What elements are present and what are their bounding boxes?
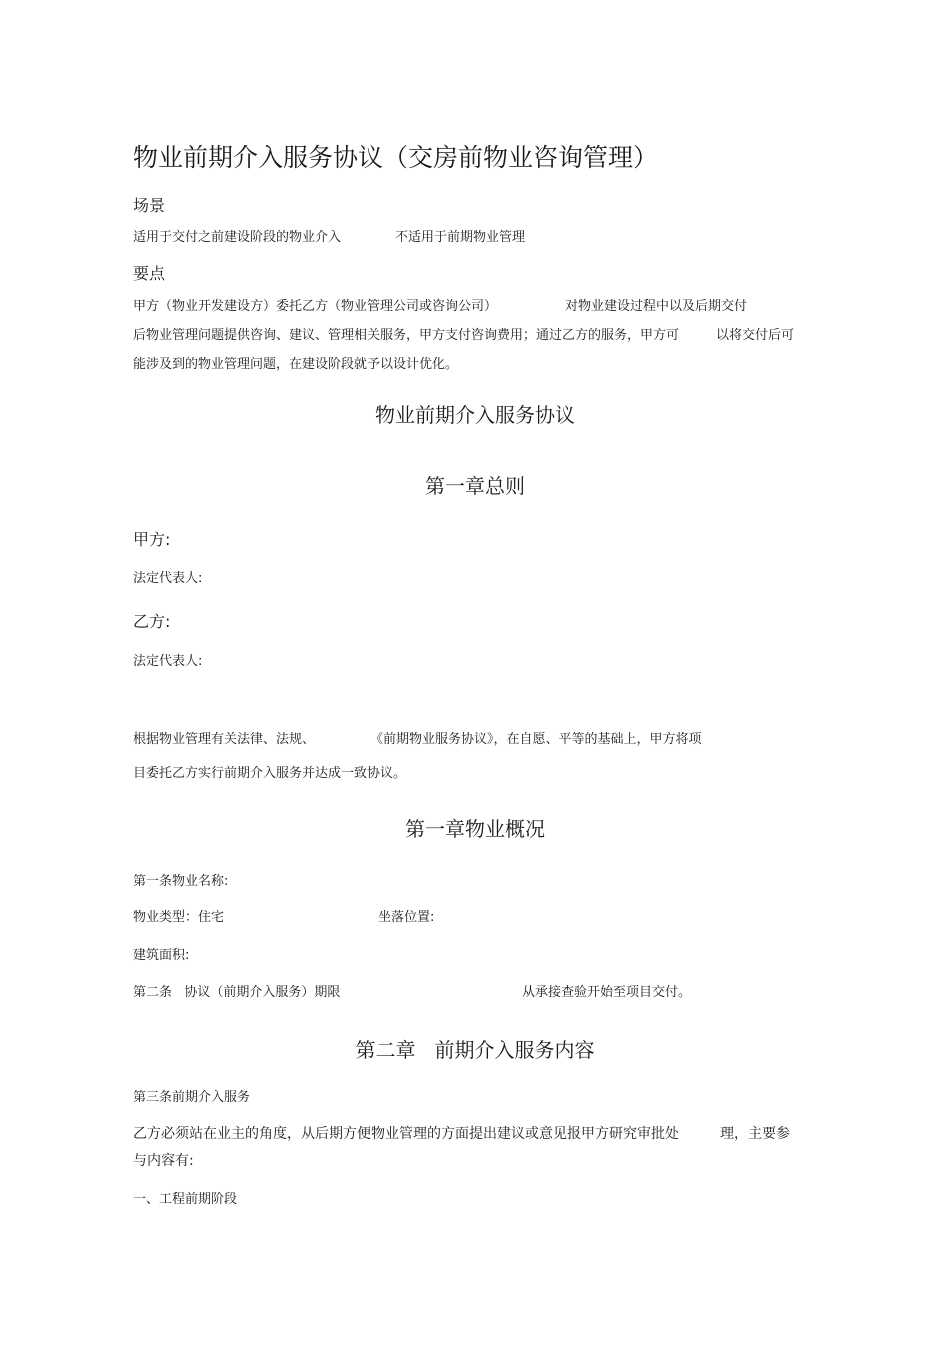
scenario-heading: 场景 <box>133 196 166 215</box>
article3-para-b: 理，主要参 <box>720 1126 790 1142</box>
keypoints-line3: 能涉及到的物业管理问题，在建设阶段就予以设计优化。 <box>133 357 459 372</box>
chapter-services: 第二章 前期介入服务内容 <box>355 1038 595 1062</box>
building-area: 建筑面积: <box>133 948 190 963</box>
chapter-general: 第一章总则 <box>425 474 525 498</box>
party-b: 乙方: <box>133 612 171 631</box>
doc-title: 物业前期介入服务协议（交房前物业咨询管理） <box>133 143 659 172</box>
agreement-title: 物业前期介入服务协议 <box>375 403 575 427</box>
article3-heading: 第三条前期介入服务 <box>133 1090 251 1105</box>
keypoints-line1b: 对物业建设过程中以及后期交付 <box>565 299 748 314</box>
keypoints-line2b: 以将交付后可 <box>716 328 795 343</box>
article1-name: 第一条物业名称: <box>133 874 229 889</box>
keypoints-heading: 要点 <box>133 264 166 283</box>
preamble-line2: 目委托乙方实行前期介入服务并达成一致协议。 <box>133 766 407 781</box>
scenario-not-applicable: 不适用于前期物业管理 <box>395 230 526 245</box>
party-a: 甲方: <box>133 530 171 549</box>
party-a-rep: 法定代表人: <box>133 571 203 586</box>
article2-term: 第二条 协议（前期介入服务）期限 <box>133 985 341 1000</box>
preamble-line1a: 根据物业管理有关法律、法规、 <box>133 732 316 747</box>
keypoints-line1a: 甲方（物业开发建设方）委托乙方（物业管理公司或咨询公司） <box>133 299 498 314</box>
preamble-line1b: 《前期物业服务协议》，在自愿、平等的基础上，甲方将项 <box>370 732 702 747</box>
article3-para-c: 与内容有: <box>133 1153 194 1169</box>
scenario-applicable: 适用于交付之前建设阶段的物业介入 <box>133 230 342 245</box>
party-b-rep: 法定代表人: <box>133 654 203 669</box>
article3-para-a: 乙方必须站在业主的角度，从后期方便物业管理的方面提出建议或意见报甲方研究审批处 <box>133 1126 679 1142</box>
chapter-overview: 第一章物业概况 <box>405 817 545 841</box>
article2-term-value: 从承接查验开始至项目交付。 <box>522 985 692 1000</box>
stage1-heading: 一、工程前期阶段 <box>133 1192 238 1207</box>
property-type: 物业类型：住宅 <box>133 910 225 925</box>
keypoints-line2a: 后物业管理问题提供咨询、建议、管理相关服务，甲方支付咨询费用；通过乙方的服务，甲方可 <box>133 328 680 343</box>
property-location: 坐落位置: <box>378 910 435 925</box>
